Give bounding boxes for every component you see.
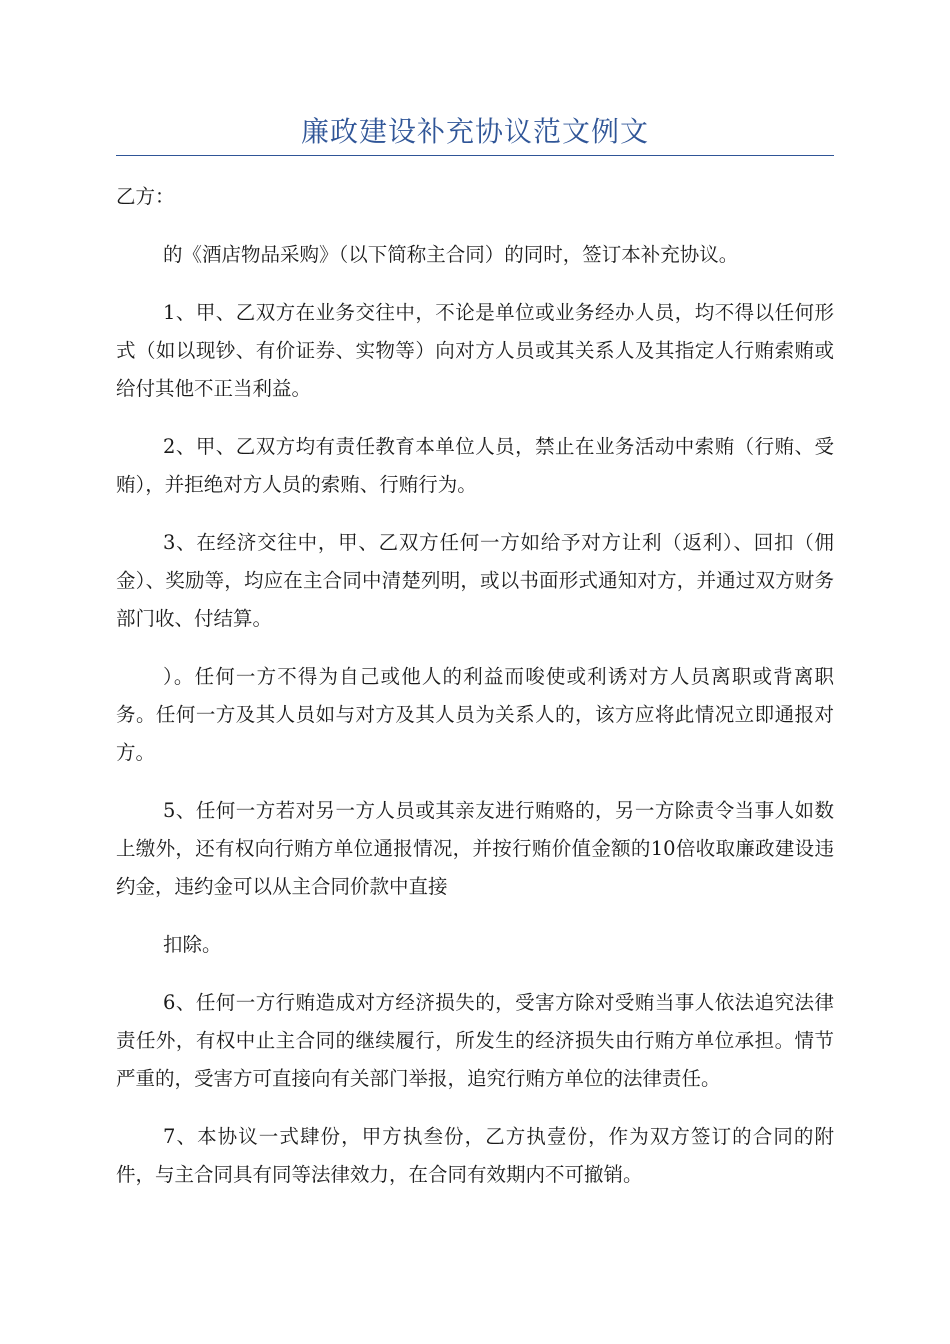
paragraph-party-b: 乙方：	[116, 185, 175, 208]
document-body	[116, 178, 834, 1214]
paragraph-clause-2: 2、甲、乙双方均有责任教育本单位人员，禁止在业务活动中索贿（行贿、受贿），并拒绝对方人员的索贿、行贿行为。	[116, 435, 834, 496]
paragraph-clause-7: 7、本协议一式肆份，甲方执叁份，乙方执壹份，作为双方签订的合同的附件，与主合同具有同等法律效力，在合同有效期内不可撤销。	[116, 1125, 834, 1186]
paragraph-clause-4: ）。任何一方不得为自己或他人的利益而唆使或利诱对方人员离职或背离职务。任何一方及其人员如与对方及其人员为关系人的，该方应将此情况立即通报对方。	[116, 665, 834, 764]
document-title: 廉政建设补充协议范文例文	[300, 115, 649, 148]
paragraph-clause-6: 6、任何一方行贿造成对方经济损失的，受害方除对受贿当事人依法追究法律责任外，有权中止主合同的继续履行，所发生的经济损失由行贿方单位承担。情节严重的，受害方可直接向有关部门举报，追究行贿方单位的法律责任。	[116, 991, 834, 1090]
paragraph-intro: 的《酒店物品采购》（以下简称主合同）的同时，签订本补充协议。	[163, 243, 739, 266]
title-underline	[116, 155, 834, 156]
paragraph-clause-5: 5、任何一方若对另一方人员或其亲友进行贿赂的，另一方除责令当事人如数上缴外，还有权向行贿方单位通报情况，并按行贿价值金额的10倍收取廉政建设违约金，违约金可以从主合同价款中直接	[116, 799, 834, 898]
paragraph-clause-1: 1、甲、乙双方在业务交往中，不论是单位或业务经办人员，均不得以任何形式（如以现钞、有价证券、实物等）向对方人员或其关系人及其指定人行贿索贿或给付其他不正当利益。	[116, 301, 834, 400]
paragraph-clause-3: 3、在经济交往中，甲、乙双方任何一方如给予对方让利（返利）、回扣（佣金）、奖励等，均应在主合同中清楚列明，或以书面形式通知对方，并通过双方财务部门收、付结算。	[116, 531, 834, 630]
paragraph-clause-5-continued: 扣除。	[163, 933, 222, 956]
